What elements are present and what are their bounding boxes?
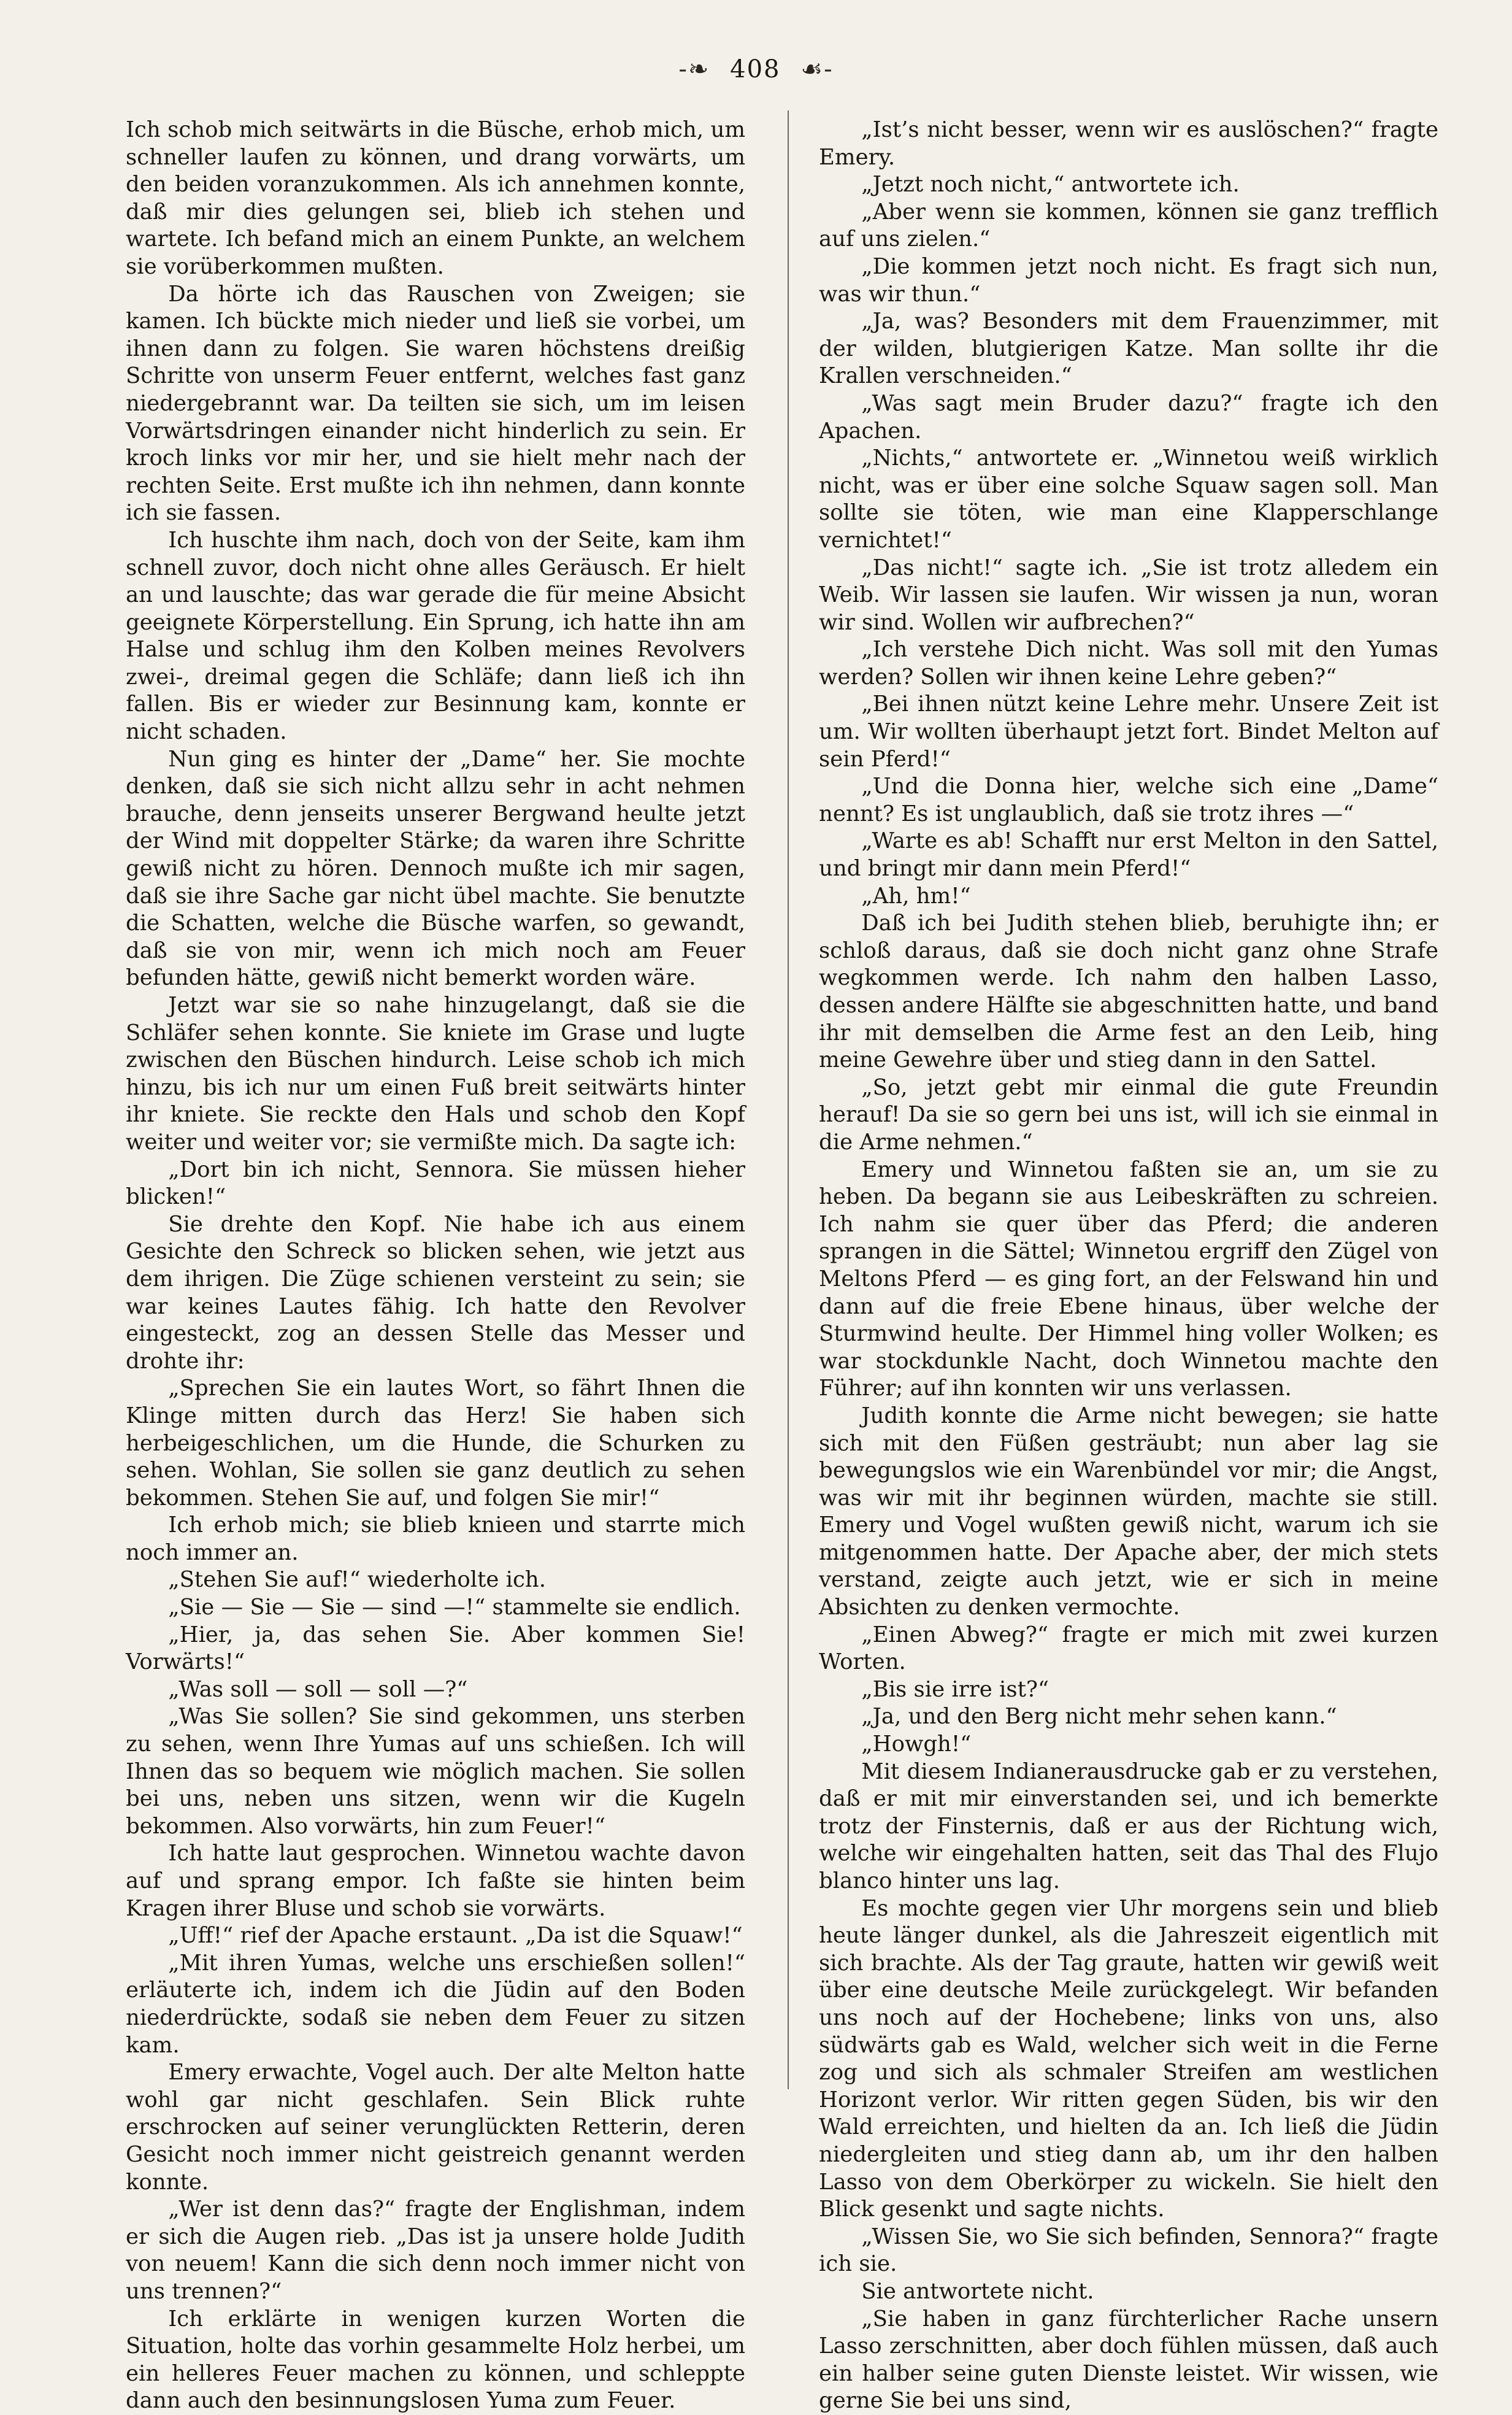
paragraph: „So, jetzt gebt mir einmal die gute Freundin herauf! Da sie so gern bei uns ist, will ich sie einmal in die Arme nehmen.“ bbox=[819, 1074, 1438, 1155]
paragraph: Ich erklärte in wenigen kurzen Worten die Situation, holte das vorhin gesammelte Holz herbei, um ein helleres Feuer machen zu können, und schleppte dann auch den besinnungslosen Yuma zum Feuer. bbox=[126, 2306, 745, 2414]
paragraph: Ich schob mich seitwärts in die Büsche, erhob mich, um schneller laufen zu können, und drang vorwärts, um den beiden voranzukommen. Als ich annehmen konnte, daß mir dies gelungen sei, blieb ich stehen und wartete. Ich befand mich an einem Punkte, an welchem sie vorüberkommen mußten. bbox=[126, 117, 745, 279]
page-number: 408 bbox=[730, 55, 781, 83]
paragraph: Ich huschte ihm nach, doch von der Seite, kam ihm schnell zuvor, doch nicht ohne alles Geräusch. Er hielt an und lauschte; das war gerade die für meine Absicht geeignete Körperstellung. Ein Sprung, ich hatte ihn am Halse und schlug ihm den Kolben meines Revolvers zwei-, dreimal gegen die Schläfe; dann ließ ich ihn fallen. Bis er wieder zur Besinnung kam, konnte er nicht schaden. bbox=[126, 527, 745, 745]
paragraph: Emery und Winnetou faßten sie an, um sie zu heben. Da begann sie aus Leibeskräften zu schreien. Ich nahm sie quer über das Pferd; die anderen sprangen in die Sättel; Winnetou ergriff den Zügel von Meltons Pferd — es ging fort, an der Felswand hin und dann auf die freie Ebene hinaus, über welche der Sturmwind heulte. Der Himmel hing voller Wolken; es war stockdunkle Nacht, doch Winnetou machte den Führer; auf ihn konnten wir uns verlassen. bbox=[819, 1157, 1438, 1401]
paragraph: Emery erwachte, Vogel auch. Der alte Melton hatte wohl gar nicht geschlafen. Sein Blick ruhte erschrocken auf seiner verunglückten Retterin, deren Gesicht noch immer nicht geistreich genannt werden konnte. bbox=[126, 2060, 745, 2195]
paragraph: Da hörte ich das Rauschen von Zweigen; sie kamen. Ich bückte mich nieder und ließ sie vorbei, um ihnen dann zu folgen. Sie waren höchstens dreißig Schritte von unserm Feuer entfernt, welches fast ganz niedergebrannt war. Da teilten sie sich, um im leisen Vorwärtsdringen einander nicht hinderlich zu sein. Er kroch links vor mir her, und sie hielt mehr nach der rechten Seite. Erst mußte ich ihn nehmen, dann konnte ich sie fassen. bbox=[126, 281, 745, 526]
paragraph: „Aber wenn sie kommen, können sie ganz trefflich auf uns zielen.“ bbox=[819, 199, 1438, 252]
paragraph: Mit diesem Indianerausdrucke gab er zu verstehen, daß er mit mir einverstanden sei, und ich bemerkte trotz der Finsternis, daß er aus der Richtung wich, welche wir eingehalten hatten, seit das Thal des Flujo blanco hinter uns lag. bbox=[819, 1758, 1438, 1893]
paragraph: „Bis sie irre ist?“ bbox=[861, 1676, 1050, 1702]
paragraph: Sie drehte den Kopf. Nie habe ich aus einem Gesichte den Schreck so blicken sehen, wie jetzt aus dem ihrigen. Die Züge schienen versteint zu sein; sie war keines Lautes fähig. Ich hatte den Revolver eingesteckt, zog an dessen Stelle das Messer und drohte ihr: bbox=[126, 1211, 745, 1374]
paragraph: Nun ging es hinter der „Dame“ her. Sie mochte denken, daß sie sich nicht allzu sehr in acht nehmen brauche, denn jenseits unserer Bergwand heulte jetzt der Wind mit doppelter Stärke; da waren ihre Schritte gewiß nicht zu hören. Dennoch mußte ich mir sagen, daß sie ihre Sache gar nicht übel machte. Sie benutzte die Schatten, welche die Büsche warfen, so gewandt, daß sie von mir, wenn ich mich noch am Feuer befunden hätte, gewiß nicht bemerkt worden wäre. bbox=[126, 746, 745, 991]
paragraph: „Ist’s nicht besser, wenn wir es auslöschen?“ fragte Emery. bbox=[819, 117, 1438, 170]
paragraph: Ich hatte laut gesprochen. Winnetou wachte davon auf und sprang empor. Ich faßte sie hinten beim Kragen ihrer Bluse und schob sie vorwärts. bbox=[126, 1841, 745, 1921]
paragraph: „Stehen Sie auf!“ wiederholte ich. bbox=[168, 1567, 547, 1593]
paragraph: „Jetzt noch nicht,“ antwortete ich. bbox=[861, 172, 1240, 198]
paragraph: Judith konnte die Arme nicht bewegen; sie hatte sich mit den Füßen gesträubt; nun aber lag sie bewegungslos wie ein Warenbündel vor mir; die Angst, was wir mit ihr beginnen würden, machte sie still. Emery und Vogel wußten gewiß nicht, warum ich sie mitgenommen hatte. Der Apache aber, der mich stets verstand, zeigte auch jetzt, wie er sich in meine Absichten zu denken vermochte. bbox=[819, 1403, 1438, 1620]
paragraph: „Ja, was? Besonders mit dem Frauenzimmer, mit der wilden, blutgierigen Katze. Man sollte ihr die Krallen verschneiden.“ bbox=[819, 309, 1438, 389]
paragraph: „Uff!“ rief der Apache erstaunt. „Da ist die Squaw!“ bbox=[168, 1923, 743, 1949]
paragraph: „Wer ist denn das?“ fragte der Englishman, indem er sich die Augen rieb. „Das ist ja unsere holde Judith von neuem! Kann die sich denn noch immer nicht von uns trennen?“ bbox=[126, 2197, 745, 2304]
paragraph: „Was sagt mein Bruder dazu?“ fragte ich den Apachen. bbox=[819, 390, 1438, 444]
ornament-left: -❧ bbox=[678, 55, 710, 83]
ornament-right: ☙- bbox=[800, 55, 834, 83]
paragraph: „Die kommen jetzt noch nicht. Es fragt sich nun, was wir thun.“ bbox=[819, 253, 1438, 307]
left-text-column bbox=[126, 117, 745, 2415]
paragraph: „Bei ihnen nützt keine Lehre mehr. Unsere Zeit ist um. Wir wollten überhaupt jetzt fort. Bindet Melton auf sein Pferd!“ bbox=[819, 691, 1438, 772]
paragraph: „Was soll — soll — soll —?“ bbox=[168, 1676, 468, 1702]
paragraph: „Einen Abweg?“ fragte er mich mit zwei kurzen Worten. bbox=[819, 1622, 1438, 1675]
paragraph: „Sie haben in ganz fürchterlicher Rache unsern Lasso zerschnitten, aber doch fühlen müssen, daß auch ein halber seine guten Dienste leistet. Wir wissen, wie gerne Sie bei uns sind, bbox=[819, 2306, 1438, 2414]
column-divider bbox=[788, 110, 789, 2089]
paragraph: „Nichts,“ antwortete er. „Winnetou weiß wirklich nicht, was er über eine solche Squaw sagen soll. Man sollte sie töten, wie man eine Klapperschlange vernichtet!“ bbox=[819, 445, 1438, 553]
paragraph: „Und die Donna hier, welche sich eine „Dame“ nennt? Es ist unglaublich, daß sie trotz ihres —“ bbox=[819, 774, 1438, 826]
paragraph: „Sie — Sie — Sie — sind —!“ stammelte sie endlich. bbox=[168, 1595, 741, 1620]
paragraph: „Das nicht!“ sagte ich. „Sie ist trotz alledem ein Weib. Wir lassen sie laufen. Wir wissen ja nun, woran wir sind. Wollen wir aufbrechen?“ bbox=[819, 555, 1438, 635]
paragraph: „Sprechen Sie ein lautes Wort, so fährt Ihnen die Klinge mitten durch das Herz! Sie haben sich herbeigeschlichen, um die Hunde, die Schurken zu sehen. Wohlan, Sie sollen sie ganz deutlich zu sehen bekommen. Stehen Sie auf, und folgen Sie mir!“ bbox=[126, 1376, 745, 1511]
paragraph: „Hier, ja, das sehen Sie. Aber kommen Sie! Vorwärts!“ bbox=[126, 1622, 745, 1675]
paragraph: „Was Sie sollen? Sie sind gekommen, uns sterben zu sehen, wenn Ihre Yumas auf uns schießen. Ich will Ihnen das so bequem wie möglich machen. Sie sollen bei uns, neben uns sitzen, wenn wir die Kugeln bekommen. Also vorwärts, hin zum Feuer!“ bbox=[126, 1704, 745, 1839]
paragraph: „Wissen Sie, wo Sie sich befinden, Sennora?“ fragte ich sie. bbox=[819, 2224, 1438, 2277]
paragraph: Sie antwortete nicht. bbox=[861, 2278, 1094, 2304]
paragraph: „Ich verstehe Dich nicht. Was soll mit den Yumas werden? Sollen wir ihnen keine Lehre geben?“ bbox=[819, 637, 1438, 690]
paragraph: Ich erhob mich; sie blieb knieen und starrte mich noch immer an. bbox=[126, 1512, 745, 1565]
paragraph: „Mit ihren Yumas, welche uns erschießen sollen!“ erläuterte ich, indem ich die Jüdin auf den Boden niederdrückte, sodaß sie neben dem Feuer zu sitzen kam. bbox=[126, 1950, 745, 2058]
paragraph: „Howgh!“ bbox=[861, 1731, 972, 1757]
paragraph: Es mochte gegen vier Uhr morgens sein und blieb heute länger dunkel, als die Jahreszeit eigentlich mit sich brachte. Als der Tag graute, hatten wir gewiß weit über eine deutsche Meile zurückgelegt. Wir befanden uns noch auf der Hochebene; links von uns, also südwärts gab es Wald, welcher sich weit in die Ferne zog und sich als schmaler Streifen am westlichen Horizont verlor. Wir ritten gegen Süden, bis wir den Wald erreichten, und hielten da an. Ich ließ die Jüdin niedergleiten und stieg dann ab, um ihr den halben Lasso von dem Oberkörper zu wickeln. Sie hielt den Blick gesenkt und sagte nichts. bbox=[819, 1895, 1438, 2222]
paragraph: „Warte es ab! Schafft nur erst Melton in den Sattel, und bringt mir dann mein Pferd!“ bbox=[819, 828, 1438, 882]
paragraph: „Ah, hm!“ bbox=[861, 883, 971, 909]
paragraph: Daß ich bei Judith stehen blieb, beruhigte ihn; er schloß daraus, daß sie doch nicht ganz ohne Strafe wegkommen werde. Ich nahm den halben Lasso, dessen andere Hälfte sie abgeschnitten hatte, und band ihr mit demselben die Arme fest an den Leib, hing meine Gewehre über und stieg dann in den Sattel. bbox=[819, 911, 1438, 1073]
page-header bbox=[0, 55, 1512, 83]
paragraph: „Dort bin ich nicht, Sennora. Sie müssen hieher blicken!“ bbox=[126, 1157, 745, 1210]
paragraph: „Ja, und den Berg nicht mehr sehen kann.“ bbox=[861, 1704, 1337, 1730]
right-text-column bbox=[819, 117, 1438, 2415]
paragraph: Jetzt war sie so nahe hinzugelangt, daß sie die Schläfer sehen konnte. Sie kniete im Grase und lugte zwischen den Büschen hindurch. Leise schob ich mich hinzu, bis ich nur um einen Fuß breit seitwärts hinter ihr kniete. Sie reckte den Hals und schob den Kopf weiter und weiter vor; sie vermißte mich. Da sagte ich: bbox=[126, 993, 745, 1155]
